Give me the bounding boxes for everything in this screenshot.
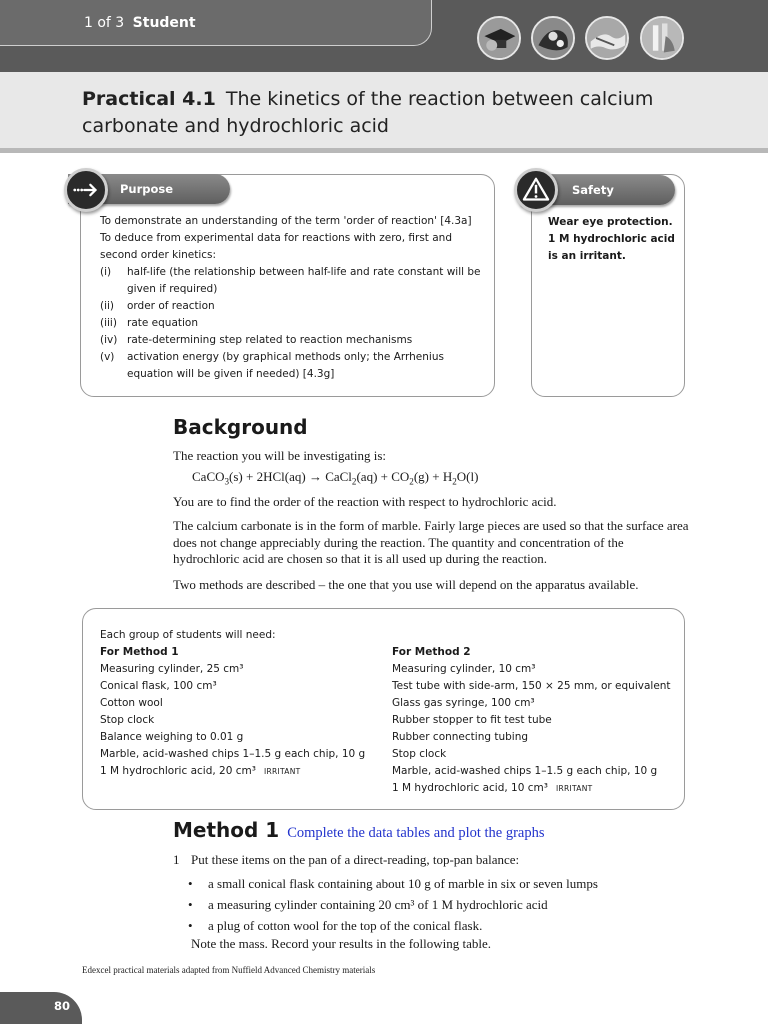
background-paragraph: You are to find the order of the reaction with respect to hydrochloric acid. [173, 494, 557, 509]
method1-equipment [100, 644, 380, 780]
hands-photo [531, 16, 575, 60]
lab-photo [640, 16, 684, 60]
step-bullets [188, 873, 688, 936]
background-heading: Background [173, 415, 308, 439]
background-paragraph: The calcium carbonate is in the form of marble. Fairly large pieces are used so that the surface area does not change appreciably during the reaction. The quantity and concentration of the hydrochloric acid are chosen so that it is all used up during the reaction. [173, 518, 689, 566]
audience-label: Student [132, 15, 196, 31]
equipment-item: Rubber stopper to fit test tube [392, 714, 552, 726]
hazard-label: IRRITANT [263, 767, 301, 776]
page-title [82, 86, 682, 140]
step-note: Note the mass. Record your results in the following table. [191, 936, 492, 951]
item-text: half-life (the relationship between half-life and rate constant will be given if required) [127, 266, 481, 295]
equipment-item: Rubber connecting tubing [392, 731, 529, 743]
hazard-label: IRRITANT [555, 784, 593, 793]
step-text: Put these items on the pan of a direct-reading, top-pan balance: [191, 852, 520, 867]
method2-equipment [392, 644, 682, 797]
equipment-intro: Each group of students will need: [100, 629, 276, 641]
item-text: rate equation [127, 317, 198, 329]
safety-label: Safety [520, 175, 675, 205]
reaction-equation: CaCO$_3$(s) + 2HCl(aq) → CaCl$_2$(aq) + $CO_2(g) + H_2O(l)$ [192, 469, 479, 487]
equipment-item: Test tube with side-arm, 150 × 25 mm, or equivalent [392, 680, 671, 692]
header-tab [0, 0, 432, 46]
bullet-icon: • [188, 918, 193, 933]
purpose-line: To demonstrate an understanding of the term 'order of reaction' [4.3a] [100, 215, 472, 227]
practical-title: The kinetics of the reaction between calcium carbonate and hydrochloric acid [82, 88, 654, 137]
equipment-item-text: 1 M hydrochloric acid, 20 cm³ [100, 765, 256, 777]
handshake-photo [585, 16, 629, 60]
warning-icon [514, 168, 558, 212]
footer-credit: Edexcel practical materials adapted from Nuffield Advanced Chemistry materials [82, 965, 376, 975]
item-text: activation energy (by graphical methods only; the Arrhenius equation will be given if needed) [4.3g] [127, 351, 444, 380]
header-label [84, 15, 196, 31]
purpose-list [100, 264, 485, 383]
method2-heading: For Method 2 [392, 646, 471, 658]
equipment-item: Marble, acid-washed chips 1–1.5 g each chip, 10 g [392, 765, 658, 777]
list-item [100, 349, 485, 383]
equipment-item: Balance weighing to 0.01 g [100, 731, 244, 743]
equipment-item: Marble, acid-washed chips 1–1.5 g each chip, 10 g [100, 748, 366, 760]
purpose-label: Purpose [68, 174, 230, 204]
arrow-icon [64, 168, 108, 212]
list-item [100, 315, 485, 332]
equipment-item: Cotton wool [100, 697, 163, 709]
bullet-icon: • [188, 876, 193, 891]
list-item [100, 298, 485, 315]
background-paragraph: Two methods are described – the one that you use will depend on the apparatus available. [173, 577, 639, 592]
item-number: (iv) [100, 334, 118, 346]
background-intro: The reaction you will be investigating is: [173, 448, 387, 463]
data-tables-link[interactable]: Complete the data tables and plot the graphs [287, 825, 545, 841]
equipment-item: Measuring cylinder, 10 cm³ [392, 663, 536, 675]
item-number: (v) [100, 351, 115, 363]
page-of: 1 of 3 [84, 15, 125, 31]
item-text: order of reaction [127, 300, 215, 312]
equipment-item [100, 763, 380, 780]
equipment-item: Stop clock [392, 748, 447, 760]
safety-text: Wear eye protection. 1 M hydrochloric acid is an irritant. [548, 216, 675, 262]
list-item [188, 894, 688, 915]
equipment-item: Stop clock [100, 714, 155, 726]
list-item [188, 873, 688, 894]
equipment-item-text: 1 M hydrochloric acid, 10 cm³ [392, 782, 548, 794]
step-number: 1 [173, 852, 180, 867]
item-number: (i) [100, 266, 112, 278]
title-rule [0, 148, 768, 153]
method-heading-row [173, 818, 545, 842]
method1-heading: For Method 1 [100, 646, 179, 658]
page-number: 80 [54, 999, 71, 1013]
purpose-line: To deduce from experimental data for reactions with zero, first and second order kinetics: [100, 232, 452, 261]
item-number: (ii) [100, 300, 115, 312]
bullet-text: a small conical flask containing about 10 g of marble in six or seven lumps [208, 876, 598, 891]
bullet-icon: • [188, 897, 193, 912]
equipment-item: Measuring cylinder, 25 cm³ [100, 663, 244, 675]
item-number: (iii) [100, 317, 117, 329]
purpose-text [100, 213, 485, 383]
practical-number: Practical 4.1 [82, 88, 216, 110]
equipment-item: Glass gas syringe, 100 cm³ [392, 697, 535, 709]
list-item [100, 332, 485, 349]
cap-photo [477, 16, 521, 60]
bullet-text: a measuring cylinder containing 20 cm³ of 1 M hydrochloric acid [208, 897, 548, 912]
list-item [100, 264, 485, 298]
bullet-text: a plug of cotton wool for the top of the conical flask. [208, 918, 483, 933]
list-item [188, 915, 688, 936]
equipment-item [392, 780, 682, 797]
item-text: rate-determining step related to reaction mechanisms [127, 334, 413, 346]
method-heading: Method 1 [173, 818, 280, 842]
equipment-item: Conical flask, 100 cm³ [100, 680, 217, 692]
